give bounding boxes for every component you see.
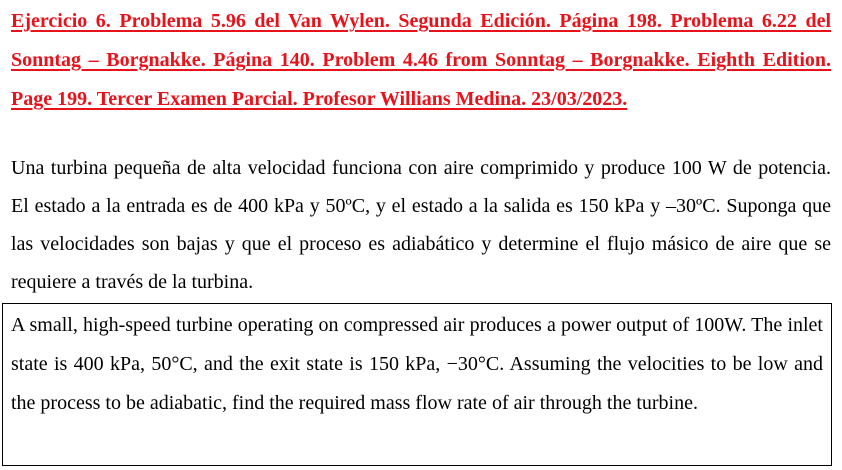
english-statement-box [2, 303, 832, 466]
exercise-heading: Ejercicio 6. Problema 5.96 del Van Wylen. Segunda Edición. Página 198. Problema 6.22 del Sonntag – Borgnakke. Página 140. Problem 4.46 from Sonntag – Borgnakke. Eighth Edition. Page 199. Tercer Examen Parcial. Profesor Willians Medina. 23/03/2023. [11, 10, 831, 110]
problem-statement-spanish: Una turbina pequeña de alta velocidad funciona con aire comprimido y produce 100 W de potencia. El estado a la entrada es de 400 kPa y 50ºC, y el estado a la salida es 150 kPa y –30ºC. Suponga que las velocidades son bajas y que el proceso es adiabático y determine el flujo másico de aire que se requiere a través de la turbina. [11, 157, 831, 293]
problem-statement-english: A small, high-speed turbine operating on compressed air produces a power output of 100W. The inlet state is 400 kPa, 50°C, and the exit state is 150 kPa, −30°C. Assuming the velocities to be low and the process to be adiabatic, find the required mass flow rate of air through the turbine. [11, 314, 823, 414]
